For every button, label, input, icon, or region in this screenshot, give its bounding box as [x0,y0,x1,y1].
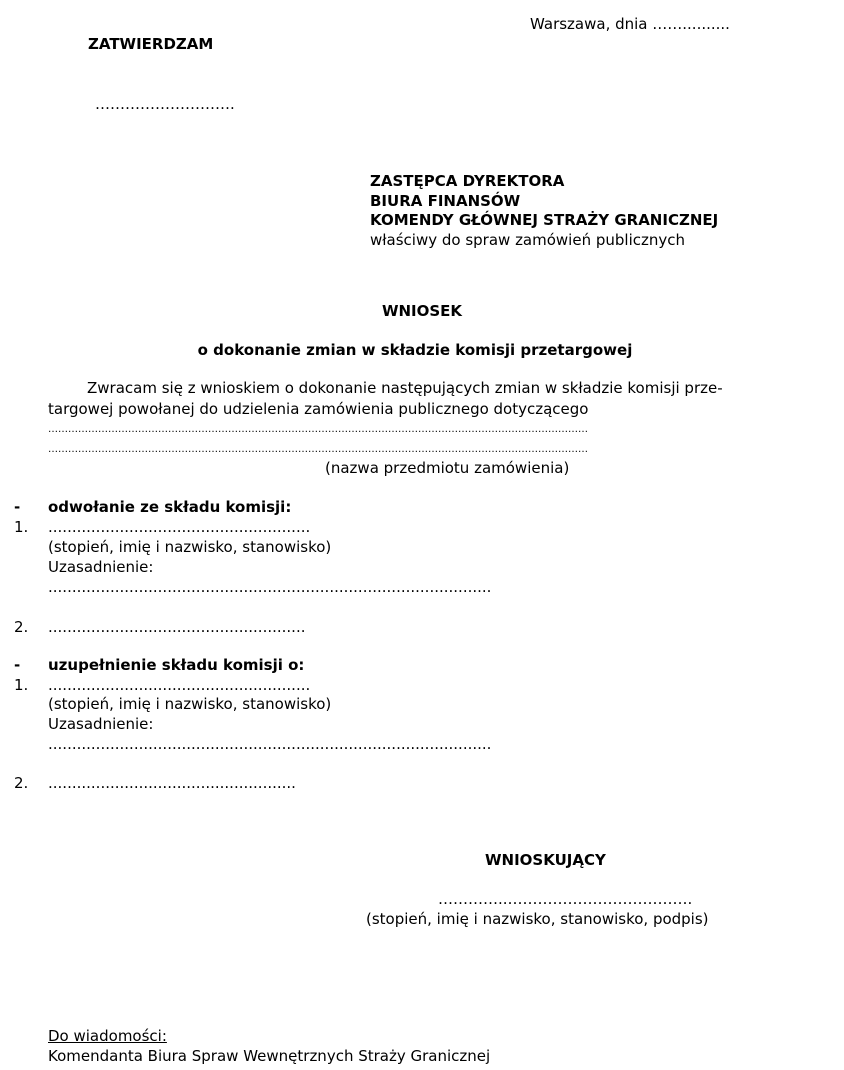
add-item2-dots: .................................................... [48,774,296,792]
intro-line1: Zwracam się z wnioskiem o dokonanie następujących zmian w składzie komisji prze- [87,379,723,397]
add-item1-caption: (stopień, imię i nazwisko, stanowisko) [48,695,332,713]
remove-reason-dots: ............................................................................................. [48,578,492,596]
remove-dash: - [14,498,21,516]
add-item1-dots: ....................................................... [48,676,311,694]
notice-label: Do wiadomości: [48,1027,167,1045]
subject-caption: (nazwa przedmiotu zamówienia) [325,459,570,477]
remove-item1-number: 1. [14,518,29,536]
approve-signature-dots: ………………………. [95,95,235,113]
add-item1-number: 1. [14,676,29,694]
addressee-line2: BIURA FINANSÓW [370,192,521,210]
signature-label: WNIOSKUJĄCY [485,851,606,869]
add-reason-dots: ............................................................................................. [48,735,492,753]
add-heading: uzupełnienie składu komisji o: [48,656,305,674]
approve-label: ZATWIERDZAM [88,35,214,53]
place-date: Warszawa, dnia …….......... [530,15,730,33]
remove-reason-label: Uzasadnienie: [48,558,154,576]
remove-heading: odwołanie ze składu komisji: [48,498,292,516]
remove-item2-dots: ...................................................... [48,618,306,636]
addressee-line4: właściwy do spraw zamówień publicznych [370,231,685,249]
subject-dots-line1: ……………………………………………………………………………………………………………………………………………… [48,424,588,435]
document-subtitle: o dokonanie zmian w składzie komisji przetargowej [197,341,633,359]
notice-recipient: Komendanta Biura Spraw Wewnętrznych Straży Granicznej [48,1047,491,1065]
document-title: WNIOSEK [381,302,463,320]
signature-dots: …………..………………………………. [438,890,693,908]
intro-line2: targowej powołanej do udzielenia zamówienia publicznego dotyczącego [48,400,589,418]
addressee-line1: ZASTĘPCA DYREKTORA [370,172,565,190]
signature-caption: (stopień, imię i nazwisko, stanowisko, podpis) [366,910,709,928]
add-reason-label: Uzasadnienie: [48,715,154,733]
remove-item2-number: 2. [14,618,29,636]
subject-dots-line2: ……………………………………………………………………………………………………………………………………………… [48,444,588,455]
add-item2-number: 2. [14,774,29,792]
add-dash: - [14,656,21,674]
remove-item1-dots: ....................................................... [48,518,311,536]
remove-item1-caption: (stopień, imię i nazwisko, stanowisko) [48,538,332,556]
addressee-line3: KOMENDY GŁÓWNEJ STRAŻY GRANICZNEJ [370,211,719,229]
